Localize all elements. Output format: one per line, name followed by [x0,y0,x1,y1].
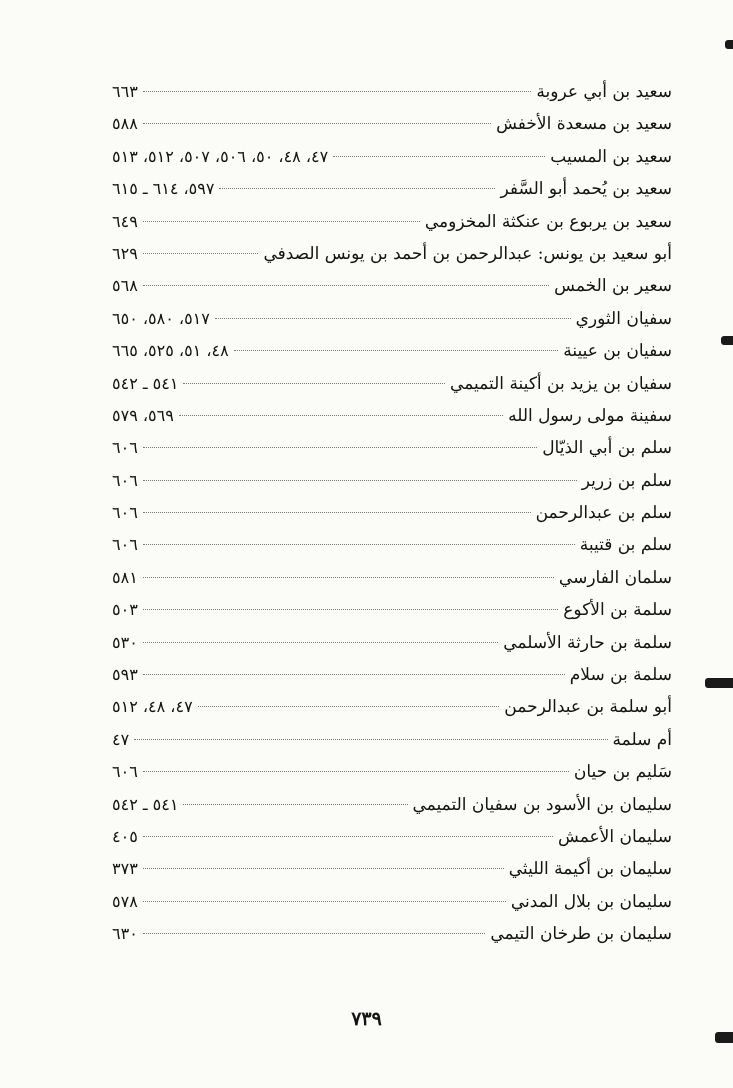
entry-name: سلم بن أبي الذيّال [542,438,672,459]
index-entry [112,141,672,173]
index-entry [112,173,672,205]
dot-leader [143,577,554,578]
edge-ink-mark [715,1032,733,1043]
entry-pages: ٤٧، ٤٨، ٥١٢ [112,697,193,717]
index-entries [112,76,672,951]
entry-pages: ٥٤١ ـ ٥٤٢ [112,373,179,393]
index-entry [112,627,672,659]
entry-name: سعيد بن مسعدة الأخفش [496,114,672,135]
index-entry [112,918,672,950]
dot-leader [143,91,532,92]
entry-name: أبو سعيد بن يونس: عبدالرحمن بن أحمد بن يونس الصدفي [263,243,672,264]
dot-leader [215,318,571,319]
entry-pages: ٦٤٩ [112,211,138,231]
index-entry [112,659,672,691]
dot-leader [143,253,259,254]
entry-pages: ٤٠٥ [112,826,138,846]
entry-name: سفيان بن عيينة [563,341,672,362]
edge-ink-mark [725,40,733,49]
entry-name: سلم بن زرير [581,470,672,491]
dot-leader [143,544,575,545]
entry-pages: ٤٧، ٤٨، ٥٠، ٥٠٦، ٥٠٧، ٥١٢، ٥١٣ [112,146,329,166]
dot-leader [198,706,500,707]
entry-pages: ٣٧٣ [112,859,138,879]
entry-name: أم سلمة [612,729,672,750]
index-entry [112,886,672,918]
dot-leader [143,836,553,837]
entry-pages: ٥١٧، ٥٨٠، ٦٥٠ [112,308,210,328]
entry-pages: ٥٤١ ـ ٥٤٢ [112,794,179,814]
index-entry [112,76,672,108]
entry-pages: ٥٦٩، ٥٧٩ [112,405,174,425]
dot-leader [143,480,577,481]
entry-pages: ٥٠٣ [112,600,138,620]
entry-pages: ٦٠٦ [112,470,138,490]
index-entry [112,724,672,756]
index-entry [112,108,672,140]
entry-pages: ٦٠٦ [112,535,138,555]
index-entry [112,238,672,270]
entry-name: سَليم بن حيان [573,762,672,783]
index-entry [112,756,672,788]
entry-pages: ٥٩٣ [112,665,138,685]
index-entry [112,400,672,432]
entry-name: سليمان الأعمش [558,826,672,847]
entry-name: سلمان الفارسي [558,567,672,588]
index-entry [112,529,672,561]
dot-leader [134,739,607,740]
index-entry [112,303,672,335]
index-entry [112,821,672,853]
entry-name: سفيان الثوري [575,308,672,329]
entry-name: سليمان بن بلال المدني [510,891,672,912]
dot-leader [219,188,495,189]
edge-ink-mark [721,336,733,345]
index-entry [112,270,672,302]
index-entry [112,691,672,723]
entry-name: سليمان بن أكيمة الليثي [508,859,672,880]
index-entry [112,594,672,626]
entry-pages: ٥٩٧، ٦١٤ ـ ٦١٥ [112,179,215,199]
entry-name: سليمان بن الأسود بن سفيان التميمي [412,794,672,815]
dot-leader [183,383,445,384]
index-entry [112,853,672,885]
entry-pages: ٥٧٨ [112,891,138,911]
dot-leader [143,512,531,513]
dot-leader [143,221,420,222]
index-entry [112,562,672,594]
dot-leader [143,447,537,448]
entry-name: سفيان بن يزيد بن أكينة التميمي [450,373,672,394]
dot-leader [183,804,407,805]
dot-leader [179,415,503,416]
entry-name: سعيد بن أبي عروبة [536,82,672,102]
dot-leader [143,642,498,643]
dot-leader [143,868,504,869]
index-entry [112,368,672,400]
entry-pages: ٥٣٠ [112,632,138,652]
index-entry [112,206,672,238]
page-number: ٧٣٩ [351,1008,382,1030]
index-entry [112,789,672,821]
edge-ink-mark [705,678,733,688]
entry-pages: ٦٦٣ [112,82,138,101]
entry-name: سعير بن الخمس [554,276,672,297]
entry-pages: ٥٦٨ [112,276,138,296]
entry-pages: ٦٣٠ [112,924,138,944]
dot-leader [143,609,558,610]
entry-name: سعيد بن يربوع بن عنكثة المخزومي [424,211,672,232]
entry-name: سلمة بن الأكوع [563,600,672,621]
dot-leader [143,771,569,772]
dot-leader [143,285,549,286]
dot-leader [333,156,545,157]
index-entry [112,335,672,367]
entry-pages: ٥٨٨ [112,114,138,134]
dot-leader [143,901,506,902]
entry-name: سعيد بن المسيب [550,146,672,167]
entry-pages: ٦٠٦ [112,503,138,523]
entry-pages: ٦٠٦ [112,438,138,458]
dot-leader [143,933,486,934]
entry-pages: ٦٠٦ [112,762,138,782]
entry-name: سلمة بن سلام [569,665,672,686]
entry-pages: ٤٧ [112,729,130,749]
entry-name: سليمان بن طرخان التيمي [490,924,672,945]
index-entry [112,497,672,529]
entry-name: سعيد بن يُحمد أبو السَّفر [500,179,672,200]
entry-name: سلم بن عبدالرحمن [535,503,672,524]
entry-pages: ٥٨١ [112,567,138,587]
dot-leader [143,123,491,124]
dot-leader [143,674,565,675]
dot-leader [234,350,559,351]
entry-name: أبو سلمة بن عبدالرحمن [504,697,672,718]
entry-name: سفينة مولى رسول الله [508,405,672,426]
entry-pages: ٦٢٩ [112,243,138,263]
entry-pages: ٤٨، ٥١، ٥٢٥، ٦٦٥ [112,341,229,361]
entry-name: سلمة بن حارثة الأسلمي [503,632,672,653]
index-entry [112,432,672,464]
entry-name: سلم بن قتيبة [579,535,672,556]
index-entry [112,465,672,497]
